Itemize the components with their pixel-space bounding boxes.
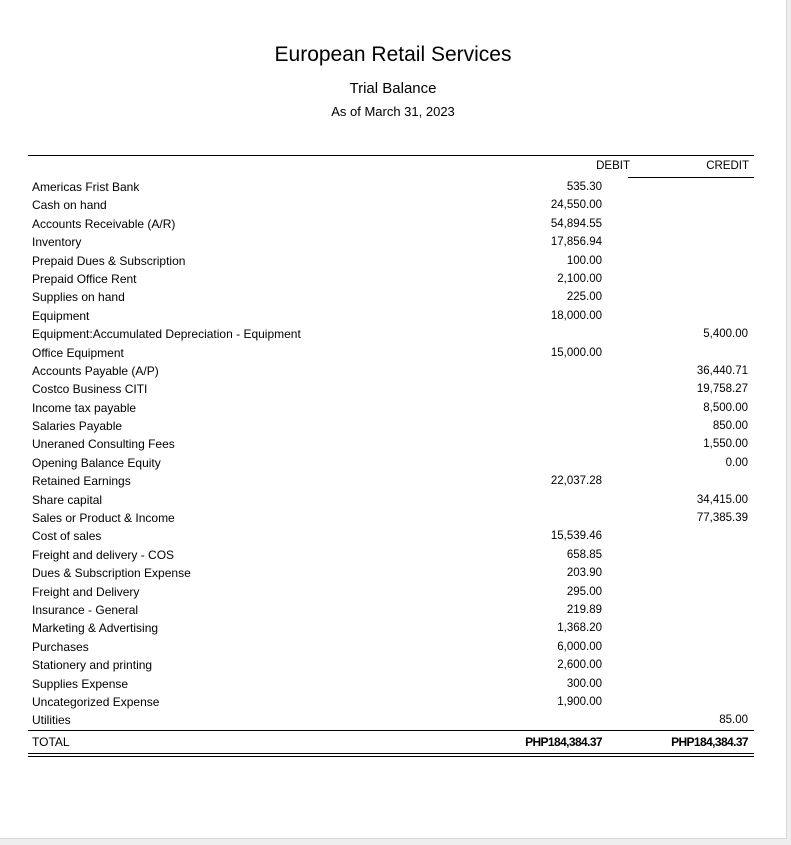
credit-amount: 850.00 (712, 420, 748, 433)
debit-amount: 100.00 (566, 254, 602, 267)
account-name: Uncategorized Expense (32, 694, 160, 709)
debit-amount: 2,100.00 (557, 272, 602, 285)
total-label: TOTAL (32, 734, 70, 749)
table-row (28, 546, 754, 564)
table-row (28, 196, 754, 214)
debit-amount: 15,539.46 (550, 530, 602, 543)
credit-amount: 34,415.00 (696, 493, 748, 506)
account-name: Insurance - General (32, 602, 139, 617)
credit-amount: 5,400.00 (703, 328, 748, 341)
total-credit: PHP184,384.37 (671, 734, 748, 749)
trial-balance-table (28, 155, 754, 757)
credit-amount: 85.00 (719, 714, 748, 727)
account-name: Cash on hand (32, 198, 107, 213)
account-name: Prepaid Dues & Subscription (32, 253, 186, 268)
debit-amount: 219.89 (566, 603, 602, 616)
total-debit: PHP184,384.37 (525, 734, 602, 749)
table-row (28, 288, 754, 306)
table-row (28, 417, 754, 435)
debit-amount: 2,600.00 (557, 659, 602, 672)
table-row (28, 509, 754, 527)
table-row (28, 527, 754, 545)
account-name: Dues & Subscription Expense (32, 566, 191, 581)
account-name: Cost of sales (32, 529, 102, 544)
table-row (28, 675, 754, 693)
debit-amount: 535.30 (566, 181, 602, 193)
account-name: Stationery and printing (32, 658, 153, 673)
debit-amount: 300.00 (566, 677, 602, 690)
table-row (28, 454, 754, 472)
table-row (28, 711, 754, 729)
debit-amount: 17,856.94 (550, 236, 602, 249)
table-row (28, 215, 754, 233)
credit-amount: 8,500.00 (703, 401, 748, 414)
table-row (28, 270, 754, 288)
debit-column-header: DEBIT (596, 160, 630, 172)
account-name: Retained Earnings (32, 474, 131, 489)
table-row (28, 399, 754, 417)
debit-amount: 18,000.00 (550, 309, 602, 322)
account-name: Freight and delivery - COS (32, 547, 175, 562)
table-row (28, 693, 754, 711)
account-name: Inventory (32, 235, 82, 250)
debit-amount: 1,368.20 (557, 622, 602, 635)
credit-amount: 0.00 (725, 456, 748, 469)
debit-amount: 658.85 (566, 548, 602, 561)
debit-amount: 54,894.55 (550, 217, 602, 230)
account-name: Equipment (32, 308, 90, 323)
account-name: Income tax payable (32, 400, 137, 415)
account-name: Americas Frist Bank (32, 180, 140, 194)
table-row (28, 656, 754, 674)
table-row (28, 491, 754, 509)
report-title: Trial Balance (349, 80, 437, 97)
account-name: Costco Business CITI (32, 382, 148, 397)
account-name: Uneraned Consulting Fees (32, 437, 175, 452)
account-name: Prepaid Office Rent (32, 271, 137, 286)
table-row (28, 307, 754, 325)
table-row (28, 619, 754, 637)
debit-amount: 6,000.00 (557, 640, 602, 653)
table-row (28, 344, 754, 362)
account-name: Equipment:Accumulated Depreciation - Equipment (32, 327, 301, 342)
debit-amount: 295.00 (566, 585, 602, 598)
debit-amount: 225.00 (566, 291, 602, 304)
table-row (28, 325, 754, 343)
table-row (28, 564, 754, 582)
account-name: Salaries Payable (32, 419, 123, 434)
account-name: Marketing & Advertising (32, 621, 159, 636)
account-name: Office Equipment (32, 345, 124, 360)
debit-amount: 15,000.00 (550, 346, 602, 359)
account-name: Freight and Delivery (32, 584, 140, 599)
debit-amount: 22,037.28 (550, 475, 602, 488)
debit-amount: 24,550.00 (550, 199, 602, 212)
table-row (28, 233, 754, 251)
table-bottom-double-rule (28, 753, 754, 757)
account-rows (28, 178, 754, 730)
credit-column-header: CREDIT (706, 160, 749, 172)
account-name: Purchases (32, 639, 89, 654)
company-name: European Retail Services (274, 43, 512, 66)
report-date: As of March 31, 2023 (331, 104, 455, 119)
table-row (28, 601, 754, 619)
table-row (28, 583, 754, 601)
table-row (28, 435, 754, 453)
account-name: Utilities (32, 713, 71, 728)
account-name: Opening Balance Equity (32, 455, 161, 470)
table-row (28, 638, 754, 656)
total-row (28, 730, 754, 753)
table-row (28, 252, 754, 270)
table-row (28, 380, 754, 398)
credit-amount: 1,550.00 (703, 438, 748, 451)
column-header-row (28, 156, 754, 178)
credit-amount: 36,440.71 (696, 364, 748, 377)
account-name: Accounts Payable (A/P) (32, 363, 159, 378)
debit-amount: 1,900.00 (557, 695, 602, 708)
account-name: Supplies Expense (32, 676, 129, 691)
credit-amount: 77,385.39 (696, 512, 748, 525)
account-name: Supplies on hand (32, 290, 125, 305)
account-name: Accounts Receivable (A/R) (32, 216, 176, 231)
debit-amount: 203.90 (566, 567, 602, 580)
credit-amount: 19,758.27 (696, 383, 748, 396)
account-name: Share capital (32, 492, 103, 507)
table-row (28, 472, 754, 490)
table-row (28, 362, 754, 380)
account-name: Sales or Product & Income (32, 511, 175, 526)
table-row (28, 178, 754, 196)
